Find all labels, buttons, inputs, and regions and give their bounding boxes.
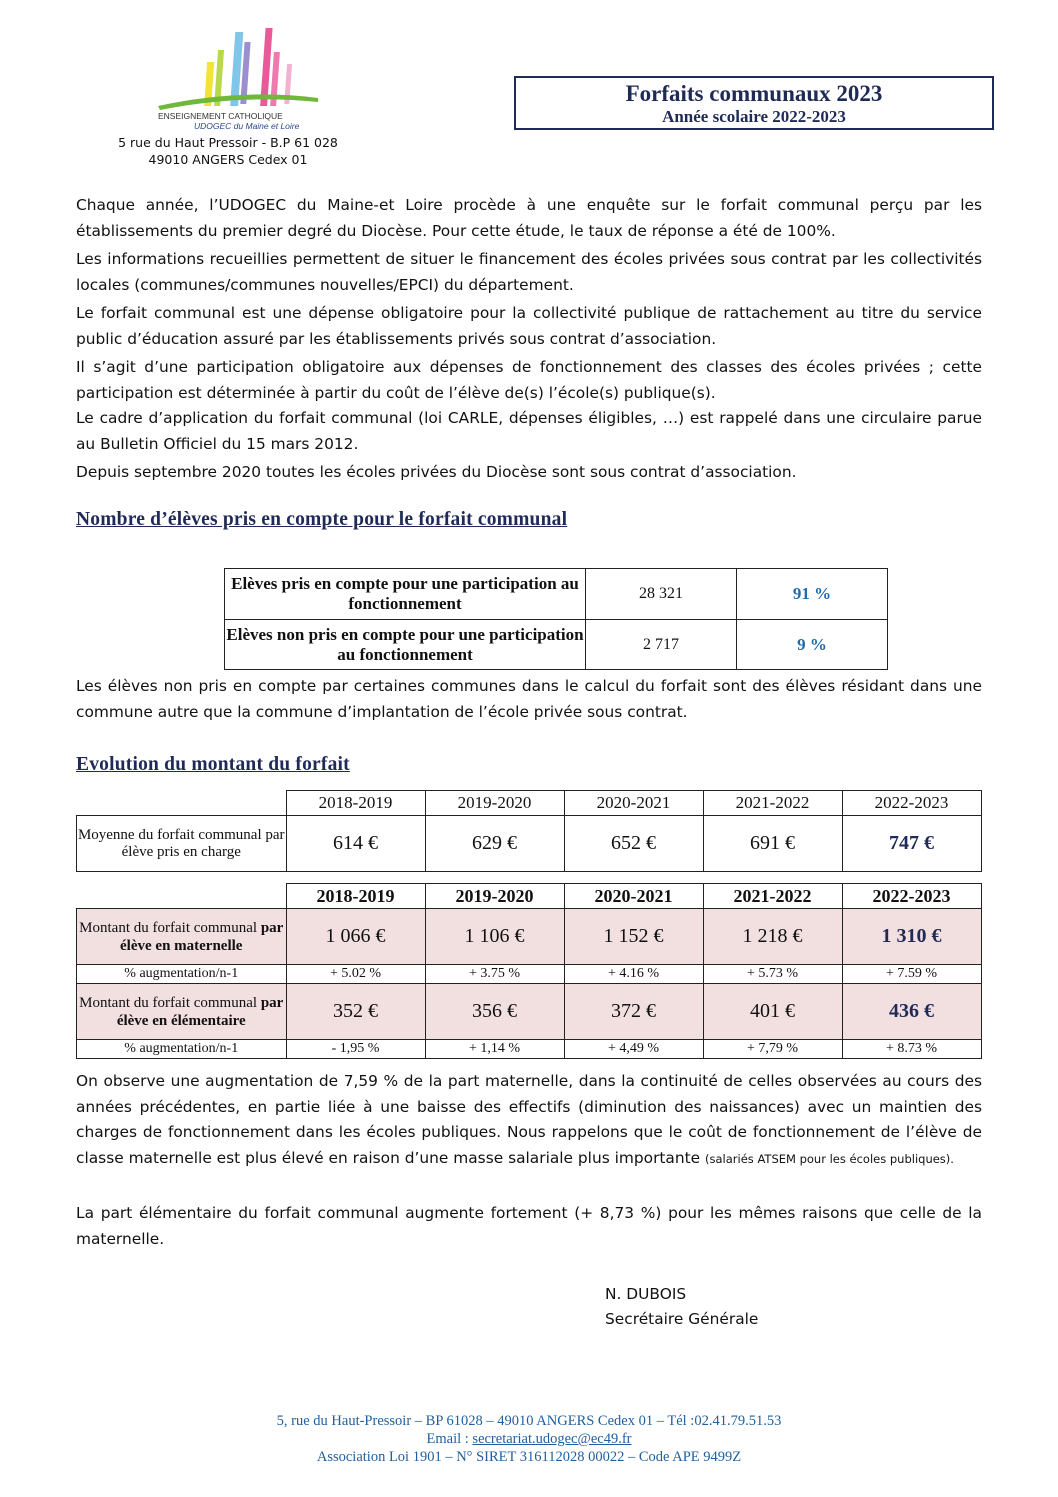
elementaire-value: 372 € <box>564 984 703 1040</box>
intro-paragraph-1: Chaque année, l’UDOGEC du Maine-et Loire procède à une enquête sur le forfait communal perçu par les établissements du premier degré du Diocèse. Pour cette étude, le taux de réponse a été de 100%. <box>76 196 982 240</box>
year-header: 2022-2023 <box>842 791 981 816</box>
elementaire-value-current: 436 € <box>842 984 981 1040</box>
intro-paragraph-4: Il s’agit d’une participation obligatoire aux dépenses de fonctionnement des classes des écoles privées ; cette participation est déterminée à partir du coût de l’élève de(s) l’école(s) publique(s). <box>76 358 982 402</box>
maternelle-pct: + 4.16 % <box>564 965 703 984</box>
row-percent: 9 % <box>737 620 888 670</box>
row-percent: 91 % <box>737 569 888 620</box>
year-header: 2021-2022 <box>703 884 842 909</box>
elementaire-comment: La part élémentaire du forfait communal augmente fortement (+ 8,73 %) pour les mêmes raisons que celle de la maternelle. <box>76 1204 982 1248</box>
section-title-evolution: Evolution du montant du forfait <box>76 754 350 775</box>
year-header: 2022-2023 <box>842 884 981 909</box>
address-line-1: 5 rue du Haut Pressoir - B.P 61 028 <box>118 135 338 150</box>
title-box <box>514 76 994 130</box>
enseignement-catholique-logo <box>150 22 325 134</box>
average-value: 629 € <box>425 816 564 872</box>
maternelle-pct-label: % augmentation/n-1 <box>77 965 287 984</box>
footer-email-link[interactable]: secretariat.udogec@ec49.fr <box>472 1431 632 1447</box>
section-title-students: Nombre d’élèves pris en compte pour le forfait communal <box>76 509 568 530</box>
elementaire-pct: + 4,49 % <box>564 1040 703 1059</box>
table-header-row <box>77 884 982 909</box>
row-count: 28 321 <box>586 569 737 620</box>
average-value: 691 € <box>703 816 842 872</box>
elementaire-pct: + 1,14 % <box>425 1040 564 1059</box>
footer-email-line <box>0 1430 1058 1448</box>
elementaire-pct: + 7,79 % <box>703 1040 842 1059</box>
maternelle-value: 1 066 € <box>286 909 425 965</box>
forfait-detail-table <box>76 883 982 1059</box>
average-value: 614 € <box>286 816 425 872</box>
elementaire-pct: + 8.73 % <box>842 1040 981 1059</box>
logo-bars <box>204 28 292 106</box>
elementaire-value: 401 € <box>703 984 842 1040</box>
empty-corner <box>77 791 287 816</box>
document-title: Forfaits communaux 2023 <box>625 81 883 106</box>
year-header: 2018-2019 <box>286 884 425 909</box>
document-subtitle: Année scolaire 2022-2023 <box>662 107 846 126</box>
address-line-2: 49010 ANGERS Cedex 01 <box>148 152 308 167</box>
year-header: 2018-2019 <box>286 791 425 816</box>
elementaire-value: 356 € <box>425 984 564 1040</box>
empty-corner <box>77 884 287 909</box>
signature-name: N. DUBOIS <box>605 1285 687 1303</box>
intro-paragraph-2: Les informations recueillies permettent de situer le financement des écoles privées sous contrat par les collectivités locales (communes/communes nouvelles/EPCI) du département. <box>76 250 982 294</box>
year-header: 2019-2020 <box>425 791 564 816</box>
maternelle-label: Montant du forfait communal par élève en maternelle <box>77 909 287 965</box>
footer-siret: Association Loi 1901 – N° SIRET 316112028 00022 – Code APE 9499Z <box>316 1449 742 1465</box>
maternelle-value: 1 218 € <box>703 909 842 965</box>
maternelle-pct: + 5.02 % <box>286 965 425 984</box>
table-row <box>77 909 982 965</box>
intro-paragraph-3: Le forfait communal est une dépense obligatoire pour la collectivité publique de rattachement au titre du service public d’éducation assuré par les établissements privés sous contrat d’association. <box>76 304 982 348</box>
maternelle-value-current: 1 310 € <box>842 909 981 965</box>
maternelle-value: 1 106 € <box>425 909 564 965</box>
row-label: Elèves non pris en compte pour une participation au fonctionnement <box>225 620 586 670</box>
year-header: 2020-2021 <box>564 884 703 909</box>
row-count: 2 717 <box>586 620 737 670</box>
students-table <box>224 568 888 670</box>
year-header: 2020-2021 <box>564 791 703 816</box>
footer-address: 5, rue du Haut-Pressoir – BP 61028 – 49010 ANGERS Cedex 01 – Tél :02.41.79.51.53 <box>276 1413 782 1429</box>
evolution-comment: On observe une augmentation de 7,59 % de la part maternelle, dans la continuité de celles observées au cours des années précédentes, en partie liée à une baisse des effectifs (diminution des naissances) avec un maintien des charges de fonctionnement dans les écoles publiques. Nous rappelons que le coût de fonctionnement de l’élève de classe maternelle est plus élevé en raison d’une masse salariale plus importante (salariés ATSEM pour les écoles publiques). <box>76 1072 982 1167</box>
table-row <box>225 569 888 620</box>
logo-text-1: ENSEIGNEMENT CATHOLIQUE <box>158 111 283 121</box>
maternelle-pct: + 3.75 % <box>425 965 564 984</box>
elementaire-value: 352 € <box>286 984 425 1040</box>
elementaire-pct: - 1,95 % <box>286 1040 425 1059</box>
table-row <box>77 816 982 872</box>
average-forfait-table <box>76 790 982 872</box>
logo-text-2: UDOGEC du Maine et Loire <box>194 121 300 131</box>
average-value-current: 747 € <box>842 816 981 872</box>
signature-role: Secrétaire Générale <box>605 1310 759 1328</box>
elementaire-label: Montant du forfait communal par élève en élémentaire <box>77 984 287 1040</box>
elementaire-pct-label: % augmentation/n-1 <box>77 1040 287 1059</box>
year-header: 2019-2020 <box>425 884 564 909</box>
table-header-row <box>77 791 982 816</box>
students-note: Les élèves non pris en compte par certaines communes dans le calcul du forfait sont des élèves résidant dans une commune autre que la commune d’implantation de l’école privée sous contrat. <box>76 677 982 721</box>
maternelle-pct: + 7.59 % <box>842 965 981 984</box>
average-value: 652 € <box>564 816 703 872</box>
average-label: Moyenne du forfait communal par élève pris en charge <box>77 816 287 872</box>
table-row <box>77 984 982 1040</box>
intro-paragraph-6: Depuis septembre 2020 toutes les écoles privées du Diocèse sont sous contrat d’association. <box>76 463 797 481</box>
table-row <box>77 1040 982 1059</box>
intro-paragraph-5: Le cadre d’application du forfait communal (loi CARLE, dépenses éligibles, …) est rappelé dans une circulaire parue au Bulletin Officiel du 15 mars 2012. <box>76 409 982 453</box>
row-label: Elèves pris en compte pour une participation au fonctionnement <box>225 569 586 620</box>
maternelle-value: 1 152 € <box>564 909 703 965</box>
year-header: 2021-2022 <box>703 791 842 816</box>
table-row <box>225 620 888 670</box>
table-row <box>77 965 982 984</box>
maternelle-pct: + 5.73 % <box>703 965 842 984</box>
footer-email-label: Email : <box>426 1431 473 1447</box>
